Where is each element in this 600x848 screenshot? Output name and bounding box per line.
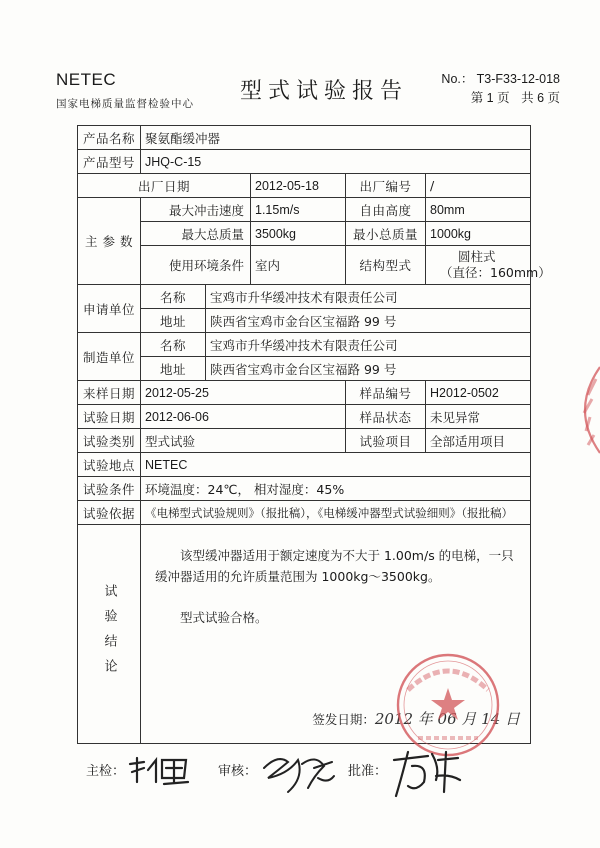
label-manufacturer-address: 地址 <box>141 357 206 381</box>
label-product-model: 产品型号 <box>78 150 141 174</box>
structure-type: 圆柱式 <box>458 249 496 264</box>
label-product-name: 产品名称 <box>78 126 141 150</box>
row-test-date <box>78 405 531 429</box>
value-sampling-date: 2012-05-25 <box>141 381 346 405</box>
row-applicant-address <box>78 309 531 333</box>
value-mfg-date: 2012-05-18 <box>251 174 346 198</box>
row-product-model <box>78 150 531 174</box>
label-applicant: 申请单位 <box>78 285 141 333</box>
inspector-handwriting <box>126 752 196 788</box>
value-min-mass: 1000kg <box>426 222 531 246</box>
approver-handwriting <box>388 746 468 802</box>
row-test-conditions <box>78 477 531 501</box>
org-name-en: NETEC <box>56 70 117 89</box>
row-product-name <box>78 126 531 150</box>
inspector-signature <box>86 760 125 779</box>
label-test-conditions: 试验条件 <box>78 477 141 501</box>
issue-date-label: 签发日期： <box>312 712 375 727</box>
conclusion-text: 该型缓冲器适用于额定速度为不大于 1.00m/s 的电梯，一只缓冲器适用的允许质量范围为 1000kg～3500kg。 <box>155 548 514 584</box>
value-applicant-name: 宝鸡市升华缓冲技术有限责任公司 <box>206 285 531 309</box>
label-sample-state: 样品状态 <box>346 405 426 429</box>
label-manufacturer-name: 名称 <box>141 333 206 357</box>
value-test-items: 全部适用项目 <box>426 429 531 453</box>
label-sampling-date: 来样日期 <box>78 381 141 405</box>
inspector-label: 主检： <box>86 764 126 779</box>
conclusion-result: 型式试验合格。 <box>180 610 268 625</box>
org-name-cn: 国家电梯质量监督检验中心 <box>56 98 194 110</box>
label-applicant-address: 地址 <box>141 309 206 333</box>
header-meta <box>441 70 560 108</box>
value-sample-no: H2012-0502 <box>426 381 531 405</box>
approver-label: 批准： <box>348 764 388 779</box>
row-test-site <box>78 453 531 477</box>
row-environment <box>78 246 531 285</box>
label-max-mass: 最大总质量 <box>141 222 251 246</box>
value-serial: / <box>426 174 531 198</box>
row-max-speed <box>78 198 531 222</box>
label-mfg-date: 出厂日期 <box>78 174 251 198</box>
value-test-type: 型式试验 <box>141 429 346 453</box>
value-test-date: 2012-06-06 <box>141 405 346 429</box>
row-manufacturer-name <box>78 333 531 357</box>
page-current: 第 1 页 <box>470 91 510 105</box>
row-sampling <box>78 381 531 405</box>
header-org <box>56 70 194 111</box>
label-max-speed: 最大冲击速度 <box>141 198 251 222</box>
reviewer-signature <box>218 760 257 779</box>
label-sample-no: 样品编号 <box>346 381 426 405</box>
value-environment: 室内 <box>251 246 346 285</box>
label-free-height: 自由高度 <box>346 198 426 222</box>
reviewer-label: 审核： <box>218 764 258 779</box>
reviewer-handwriting <box>258 748 338 798</box>
value-free-height: 80mm <box>426 198 531 222</box>
value-test-site: NETEC <box>141 453 531 477</box>
label-applicant-name: 名称 <box>141 285 206 309</box>
page-indicator <box>441 89 560 108</box>
row-mass <box>78 222 531 246</box>
structure-diameter: （直径：160mm） <box>440 265 551 280</box>
row-test-basis <box>78 501 531 525</box>
label-conclusion: 试验结论 <box>101 584 117 684</box>
row-manufacturer-address <box>78 357 531 381</box>
value-product-name: 聚氨酯缓冲器 <box>141 126 531 150</box>
label-manufacturer: 制造单位 <box>78 333 141 381</box>
label-test-date: 试验日期 <box>78 405 141 429</box>
value-applicant-address: 陕西省宝鸡市金台区宝福路 99 号 <box>206 309 531 333</box>
value-test-conditions: 环境温度：24℃， 相对湿度：45% <box>141 477 531 501</box>
row-mfg-date <box>78 174 531 198</box>
partial-seal-stamp <box>566 365 600 455</box>
value-structure <box>426 246 551 285</box>
row-applicant-name <box>78 285 531 309</box>
value-manufacturer-name: 宝鸡市升华缓冲技术有限责任公司 <box>206 333 531 357</box>
label-test-items: 试验项目 <box>346 429 426 453</box>
value-sample-state: 未见异常 <box>426 405 531 429</box>
approver-signature <box>348 760 387 779</box>
label-min-mass: 最小总质量 <box>346 222 426 246</box>
row-test-type <box>78 429 531 453</box>
label-serial: 出厂编号 <box>346 174 426 198</box>
label-conclusion-cell <box>78 525 141 744</box>
page-total: 共 6 页 <box>521 91 560 105</box>
value-max-speed: 1.15m/s <box>251 198 346 222</box>
document-title: 型式试验报告 <box>240 79 409 104</box>
label-main-params: 主 参 数 <box>78 198 141 285</box>
label-test-site: 试验地点 <box>78 453 141 477</box>
signature-row <box>86 760 546 820</box>
label-structure: 结构型式 <box>346 246 426 285</box>
value-max-mass: 3500kg <box>251 222 346 246</box>
value-test-basis: 《电梯型式试验规则》（报批稿），《电梯缓冲器型式试验细则》（报批稿） <box>141 501 531 525</box>
report-number: No.： T3-F33-12-018 <box>441 72 560 86</box>
official-seal-stamp <box>388 650 508 760</box>
value-product-model: JHQ-C-15 <box>141 150 531 174</box>
label-test-type: 试验类别 <box>78 429 141 453</box>
label-environment: 使用环境条件 <box>141 246 251 285</box>
label-test-basis: 试验依据 <box>78 501 141 525</box>
issue-date-handwritten: 2012 年 06 月 14 日 <box>374 710 521 728</box>
value-manufacturer-address: 陕西省宝鸡市金台区宝福路 99 号 <box>206 357 531 381</box>
